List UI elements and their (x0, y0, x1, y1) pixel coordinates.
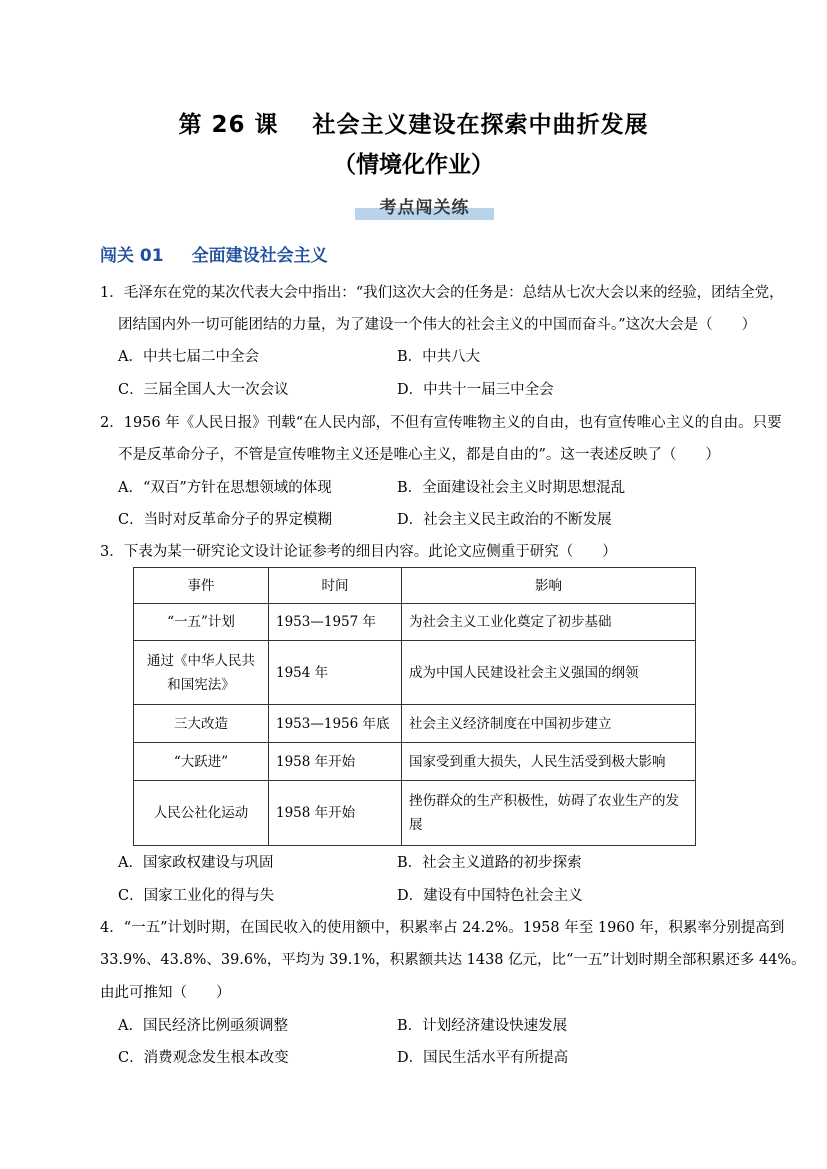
q2-option-d: D．社会主义民主政治的不断发展 (397, 512, 612, 528)
table-cell-event: 人民公社化运动 (134, 781, 269, 846)
section-label: 闯关 01 (100, 246, 164, 266)
table-cell-time: 1953—1956 年底 (269, 705, 402, 743)
q3-option-b: B．社会主义道路的初步探索 (397, 855, 582, 871)
page-title (0, 106, 827, 139)
q1-option-d: D．中共十一届三中全会 (397, 382, 554, 398)
table-header-event: 事件 (134, 568, 269, 604)
table-cell-impact: 社会主义经济制度在中国初步建立 (402, 705, 696, 743)
q2-option-b: B．全面建设社会主义时期思想混乱 (397, 480, 626, 496)
table-cell-event: “大跃进” (134, 743, 269, 781)
q2-option-c: C．当时对反革命分子的界定模糊 (118, 512, 333, 528)
table-header-impact: 影响 (402, 568, 696, 604)
lesson-number: 第 26 课 (178, 112, 279, 138)
q1-option-b: B．中共八大 (397, 349, 481, 365)
table-cell-time: 1958 年开始 (269, 781, 402, 846)
q4-stem-line2: 33.9%、43.8%、39.6%，平均为 39.1%，积累额共达 1438 亿元，比“一五”计划时期全部积累还多 44%。 (100, 952, 806, 968)
table-cell-impact: 国家受到重大损失，人民生活受到极大影响 (402, 743, 696, 781)
q3-option-d: D．建设有中国特色社会主义 (397, 888, 583, 904)
section-badge (355, 193, 494, 222)
section-heading (100, 241, 328, 266)
q4-stem-line1: 4．“一五”计划时期，在国民收入的使用额中，积累率占 24.2%。1958 年至 1960 年，积累率分别提高到 (100, 920, 785, 936)
table-row (134, 604, 696, 641)
lesson-title: 社会主义建设在探索中曲折发展 (312, 112, 649, 138)
table-cell-time: 1954 年 (269, 641, 402, 705)
q4-option-c: C．消费观念发生根本改变 (118, 1050, 289, 1066)
q3-option-c: C．国家工业化的得与失 (118, 888, 275, 904)
table-header-row (134, 568, 696, 604)
table-cell-time: 1958 年开始 (269, 743, 402, 781)
page-subtitle: （情境化作业） (333, 152, 494, 178)
q1-stem-line1: 1．毛泽东在党的某次代表大会中指出：“我们这次大会的任务是：总结从七次大会以来的经验，团结全党， (100, 285, 784, 301)
q4-stem-line3: 由此可推知（ ） (100, 985, 231, 1001)
table-row (134, 641, 696, 705)
table-cell-impact: 挫伤群众的生产积极性，妨碍了农业生产的发展 (402, 781, 696, 846)
table-cell-time: 1953—1957 年 (269, 604, 402, 641)
q4-option-d: D．国民生活水平有所提高 (397, 1050, 569, 1066)
q2-stem-line1: 2．1956 年《人民日报》刊载“在人民内部，不但有宣传唯物主义的自由，也有宣传唯心主义的自由。只要 (100, 415, 782, 431)
q3-stem-line1: 3．下表为某一研究论文设计论证参考的细目内容。此论文应侧重于研究（ ） (100, 544, 617, 560)
q2-option-a: A．“双百”方针在思想领域的体现 (118, 480, 332, 496)
table-row (134, 743, 696, 781)
table-cell-event: 三大改造 (134, 705, 269, 743)
q1-option-a: A．中共七届二中全会 (118, 349, 259, 365)
table-cell-event: 通过《中华人民共和国宪法》 (134, 641, 269, 705)
table-row (134, 781, 696, 846)
q1-stem-line2: 团结国内外一切可能团结的力量，为了建设一个伟大的社会主义的中国而奋斗。”这次大会是（ ） (118, 317, 757, 333)
table-header-time: 时间 (269, 568, 402, 604)
table-row (134, 705, 696, 743)
q3-table (133, 567, 696, 846)
section-title: 全面建设社会主义 (191, 246, 328, 266)
table-cell-impact: 为社会主义工业化奠定了初步基础 (402, 604, 696, 641)
q2-stem-line2: 不是反革命分子，不管是宣传唯物主义还是唯心主义，都是自由的”。这一表述反映了（ ） (118, 447, 720, 463)
q4-option-a: A．国民经济比例亟须调整 (118, 1018, 288, 1034)
badge-label: 考点闯关练 (379, 198, 470, 218)
table-cell-impact: 成为中国人民建设社会主义强国的纲领 (402, 641, 696, 705)
q1-option-c: C．三届全国人大一次会议 (118, 382, 289, 398)
q3-option-a: A．国家政权建设与巩固 (118, 855, 274, 871)
table-cell-event: “一五”计划 (134, 604, 269, 641)
q4-option-b: B．计划经济建设快速发展 (397, 1018, 568, 1034)
